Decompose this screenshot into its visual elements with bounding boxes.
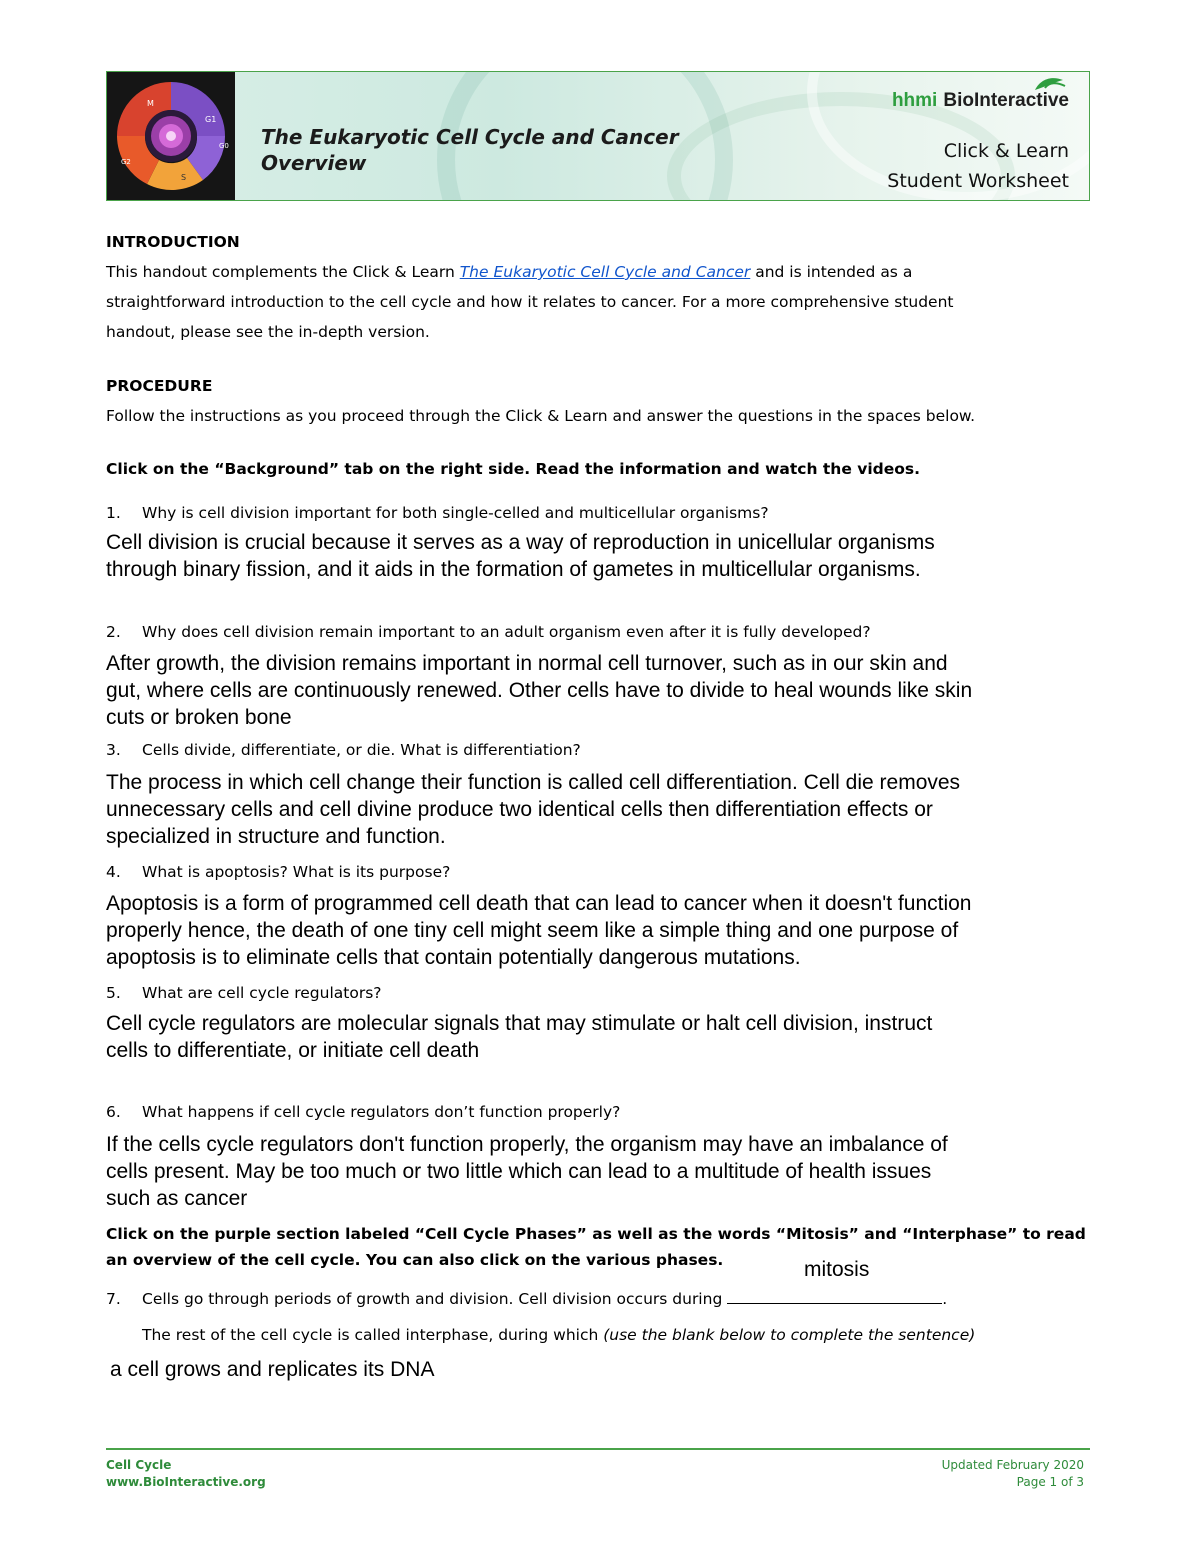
cycle-label: G0 (219, 142, 229, 150)
question-number: 5. (106, 984, 121, 1002)
intro-line-2: straightforward introduction to the cell cycle and how it relates to cancer. For a more comprehensive student (106, 293, 954, 311)
question-text: Why does cell division remain important to an adult organism even after it is fully developed? (142, 623, 871, 641)
question-1 (106, 500, 1096, 526)
footer-updated: Updated February 2020 (941, 1458, 1084, 1472)
cycle-label: G1 (205, 115, 217, 124)
brand-logo (892, 90, 1069, 112)
question-4 (106, 859, 1096, 885)
title-line-2: Overview (261, 151, 367, 175)
footer-divider (106, 1448, 1090, 1450)
question-number: 2. (106, 623, 121, 641)
footer-page-number: Page 1 of 3 (1016, 1475, 1084, 1489)
introduction-heading: INTRODUCTION (106, 233, 240, 251)
question-text: Why is cell division important for both single-celled and multicellular organisms? (142, 504, 769, 522)
title-line-1: The Eukaryotic Cell Cycle and Cancer (261, 125, 679, 149)
click-learn-link[interactable]: The Eukaryotic Cell Cycle and Cancer (459, 263, 751, 281)
question-text: What is apoptosis? What is its purpose? (142, 863, 451, 881)
subtitle-click-learn: Click & Learn (943, 140, 1069, 162)
footer-right (942, 1457, 1084, 1491)
answer-4: Apoptosis is a form of programmed cell death that can lead to cancer when it doesn't function properly hence, the death of one tiny cell might seem like a simple thing and one purpose of apoptosis is to eliminate cells that contain potentially dangerous mutations. (106, 892, 972, 969)
intro-line-1: This handout complements the Click & Learn The Eukaryotic Cell Cycle and Cancer and is intended as a (106, 263, 913, 281)
answer-6: If the cells cycle regulators don't function properly, the organism may have an imbalance of cells present. May be too much or two little which can lead to a multitude of health issues such as cancer (106, 1133, 948, 1210)
footer-website[interactable]: www.BioInteractive.org (106, 1475, 266, 1489)
question-text: What are cell cycle regulators? (142, 984, 382, 1002)
answer-1: Cell division is crucial because it serves as a way of reproduction in unicellular organisms through binary fission, and it aids in the formation of gametes in multicellular organisms. (106, 531, 935, 581)
question-7: 7. Cells go through periods of growth and division. Cell division occurs during . (106, 1285, 1096, 1312)
introduction-section (106, 227, 1096, 347)
footer-topic: Cell Cycle (106, 1458, 172, 1472)
procedure-section (106, 371, 1096, 431)
blank-answer-mitosis: mitosis (804, 1258, 870, 1281)
brand-hhmi: hhmi (891, 90, 938, 111)
question-number: 3. (106, 741, 121, 759)
answer-5: Cell cycle regulators are molecular signals that may stimulate or halt cell division, instruct cells to differentiate, or initiate cell death (106, 1012, 933, 1062)
header-banner (106, 71, 1090, 201)
answer-3: The process in which cell change their function is called cell differentiation. Cell die removes unnecessary cells and cell divine produce two identical cells then differentiation effects or specialized in structure and function. (106, 771, 961, 848)
question-2 (106, 619, 1096, 645)
answer-2: After growth, the division remains important in normal cell turnover, such as in our skin and gut, where cells are continuously renewed. Other cells have to divide to heal wounds like skin cuts or broken bone (106, 652, 973, 729)
cycle-label: S (181, 173, 187, 182)
question-3 (106, 737, 1096, 763)
cycle-label: G2 (121, 158, 131, 166)
intro-line-3: handout, please see the in-depth version. (106, 323, 430, 341)
question-text: Cells divide, differentiate, or die. What is differentiation? (142, 741, 581, 759)
cycle-label: M (147, 99, 154, 108)
question-5 (106, 980, 1096, 1006)
document-title (261, 124, 679, 176)
question-number: 4. (106, 863, 121, 881)
answer-blank-line[interactable] (727, 1285, 942, 1304)
question-7-followup: The rest of the cell cycle is called interphase, during which (use the blank below to complete the sentence) (142, 1326, 976, 1344)
procedure-heading: PROCEDURE (106, 377, 213, 395)
subtitle-student-worksheet: Student Worksheet (887, 170, 1069, 192)
procedure-text: Follow the instructions as you proceed through the Click & Learn and answer the questions in the spaces below. (106, 407, 976, 425)
answer-7: a cell grows and replicates its DNA (110, 1358, 435, 1381)
question-number: 7. (106, 1290, 121, 1308)
question-number: 1. (106, 504, 121, 522)
footer-left (106, 1457, 266, 1491)
cell-cycle-diagram-image (107, 72, 235, 200)
instruction-cell-cycle-phases: Click on the purple section labeled “Cell Cycle Phases” as well as the words “Mitosis” and “Interphase” to read an overview of the cell cycle. You can also click on the various phases. (106, 1225, 1086, 1269)
instruction-background-tab: Click on the “Background” tab on the right side. Read the information and watch the videos. (106, 460, 921, 478)
question-text: What happens if cell cycle regulators don’t function properly? (142, 1103, 621, 1121)
question-6 (106, 1099, 1096, 1125)
question-number: 6. (106, 1103, 121, 1121)
brand-biointeractive: BioInteractive (943, 90, 1069, 111)
question-text: Cells go through periods of growth and division. Cell division occurs during (142, 1290, 723, 1308)
